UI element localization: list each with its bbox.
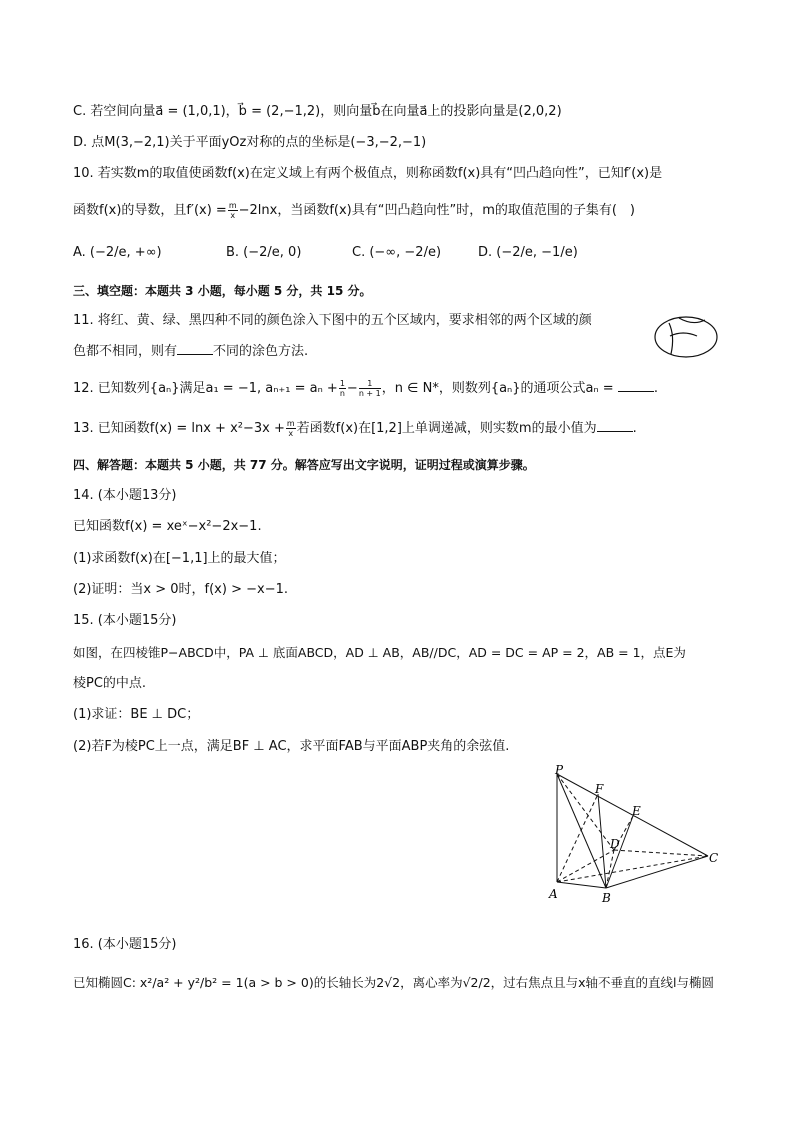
- q10-line2: [73, 201, 635, 221]
- q12-frac1-num: 1: [339, 379, 345, 388]
- q11-line1: 11. 将红、黄、绿、黑四种不同的颜色涂入下图中的五个区域内，要求相邻的两个区域的颜: [73, 313, 592, 328]
- q11-line2-text-b: 不同的涂色方法.: [213, 344, 309, 359]
- q11-line2: [73, 342, 308, 362]
- q13-frac-num: m: [286, 419, 295, 428]
- option-c: C. 若空间向量a⃗ = (1,0,1)，b⃗ = (2,−1,2)，则向量b⃗在向量a⃗上的投影向量是(2,0,2): [73, 104, 562, 119]
- q14-part2: (2)证明：当x > 0时，f(x) > −x−1.: [73, 582, 288, 597]
- q15-title: 15. (本小题15分): [73, 613, 177, 628]
- q11-region-figure: [653, 314, 719, 360]
- q12-fraction-2: [359, 379, 381, 398]
- q10-option-c: C. (−∞, −2/e): [352, 245, 442, 260]
- vertex-label-E: E: [632, 804, 641, 818]
- q10-line2-text-b: −2lnx，当函数f(x)具有“凹凸趋向性”时，m的取值范围的子集有( ): [238, 203, 636, 218]
- q10-option-b: B. (−2/e, 0): [226, 245, 302, 260]
- q15-line1: 如图，在四棱锥P−ABCD中，PA ⊥ 底面ABCD，AD ⊥ AB，AB//DC，AD = DC = AP = 2，AB = 1，点E为: [73, 645, 686, 660]
- q13-line: 13. 已知函数f(x) = lnx + x²−3x + $\frac{m}{x}$ 若函数f(x)在[1,2]上单调递减，则实数m的最小值为 .: [73, 419, 637, 438]
- q10-frac-num: m: [228, 201, 237, 210]
- vertex-label-F: F: [595, 782, 604, 796]
- q10-option-a: A. (−2/e, +∞): [73, 245, 162, 260]
- q12-frac2-den: n + 1: [358, 389, 381, 398]
- q15-part1: (1)求证：BE ⊥ DC；: [73, 707, 200, 722]
- q12-fraction-1: [339, 379, 346, 398]
- section-4-heading: 四、解答题：本题共 5 小题，共 77 分。解答应写出文字说明，证明过程或演算步骤。: [73, 458, 535, 472]
- q13-text-b: 若函数f(x)在[1,2]上单调递减，则实数m的最小值为: [296, 421, 597, 436]
- q15-part2: (2)若F为棱PC上一点，满足BF ⊥ AC，求平面FAB与平面ABP夹角的余弦值.: [73, 739, 510, 754]
- q13-text-a: 13. 已知函数f(x) = lnx + x²−3x +: [73, 421, 285, 436]
- q16-line: 已知椭圆C: x²/a² + y²/b² = 1(a > b > 0)的长轴长为2√2，离心率为√2/2，过右焦点且与x轴不垂直的直线l与椭圆: [73, 975, 715, 990]
- vertex-label-A: A: [549, 887, 558, 901]
- vertex-label-C: C: [709, 851, 719, 865]
- q13-frac-den: x: [288, 429, 294, 438]
- q16-title: 16. (本小题15分): [73, 937, 177, 952]
- q12-answer-blank: [618, 379, 654, 392]
- q12-text-b: ，n ∈ N*，则数列{aₙ}的通项公式aₙ =: [381, 381, 614, 396]
- section-3-heading: 三、填空题：本题共 3 小题，每小题 5 分，共 15 分。: [73, 284, 372, 298]
- q10-line2-text-a: 函数f(x)的导数，且f′(x) =: [73, 203, 227, 218]
- vertex-label-P: P: [555, 763, 564, 777]
- pyramid-figure: [540, 762, 730, 906]
- q10-line1: 10. 若实数m的取值使函数f(x)在定义域上有两个极值点，则称函数f(x)具有“凹凸趋向性”，已知f′(x)是: [73, 166, 663, 181]
- q13-answer-blank: [597, 419, 633, 432]
- q10-option-d: D. (−2/e, −1/e): [478, 245, 578, 260]
- q10-fraction: [228, 201, 238, 220]
- vertex-label-D: D: [610, 837, 620, 851]
- option-d: D. 点M(3,−2,1)关于平面yOz对称的点的坐标是(−3,−2,−1): [73, 135, 427, 150]
- q11-line2-text-a: 色都不相同，则有: [73, 344, 178, 359]
- q15-line2: 棱PC的中点.: [73, 676, 147, 691]
- q12-text-a: 12. 已知数列{aₙ}满足a₁ = −1, aₙ₊₁ = aₙ +: [73, 381, 338, 396]
- q14-part1: (1)求函数f(x)在[−1,1]上的最大值；: [73, 551, 286, 566]
- q12-line: 12. 已知数列{aₙ}满足a₁ = −1, aₙ₊₁ = aₙ + $\frac{1}{n}$ − $\frac{1}{n + 1}$ ，n ∈ N*，则数列{aₙ}的通项公式aₙ = .: [73, 379, 658, 398]
- q14-title: 14. (本小题13分): [73, 488, 177, 503]
- q11-answer-blank: [177, 342, 213, 355]
- q12-frac1-den: n: [339, 389, 345, 398]
- vertex-label-B: B: [602, 891, 611, 905]
- q14-stem: 已知函数f(x) = xeˣ−x²−2x−1.: [73, 519, 262, 534]
- q12-frac2-num: 1: [359, 379, 381, 389]
- q13-fraction: [286, 419, 296, 438]
- q10-frac-den: x: [230, 211, 236, 220]
